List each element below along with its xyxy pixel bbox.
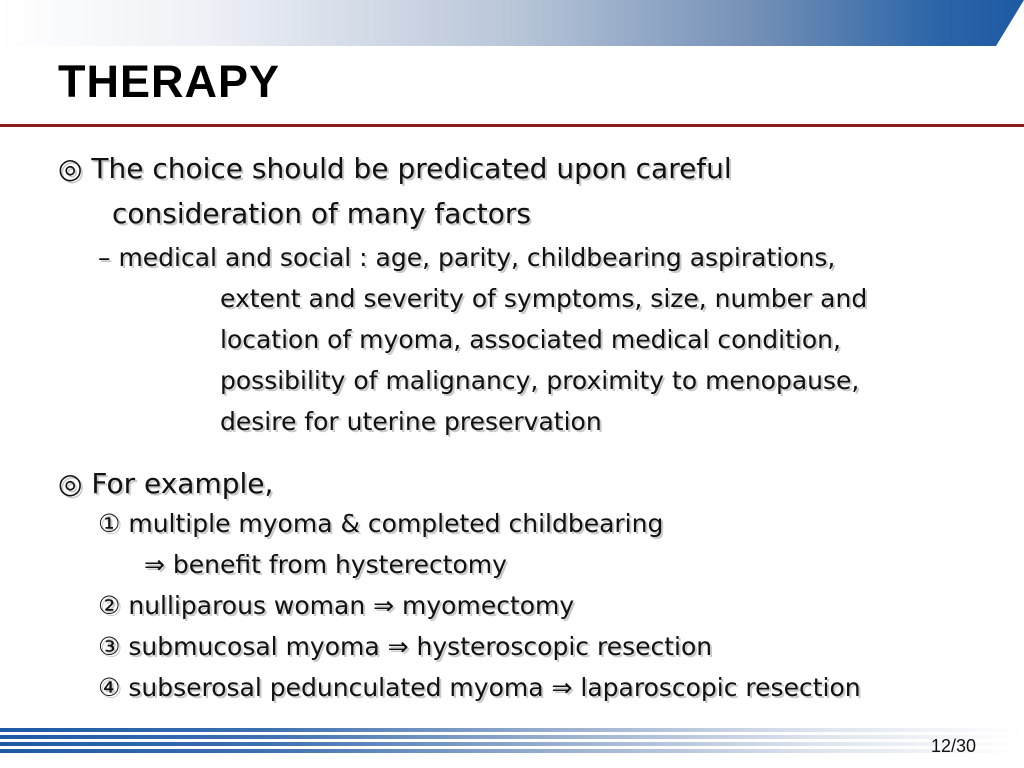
factors-line-1: – medical and social : age, parity, childbearing aspirations, — [98, 243, 836, 272]
banner-gradient — [0, 0, 1024, 46]
factors-line-4: possibility of malignancy, proximity to menopause, — [220, 366, 860, 395]
bullet-1-heading-line2: consideration of many factors — [112, 197, 532, 230]
example-item-2: ② nulliparous woman ⇒ myomectomy — [98, 591, 575, 620]
page-number: 12/30 — [930, 736, 976, 756]
footer-bar — [0, 742, 1024, 746]
footer-bar — [0, 749, 1024, 753]
example-item-4: ④ subserosal pedunculated myoma ⇒ laparoscopic resection — [98, 673, 861, 702]
double-circle-bullet-icon: ◎ — [58, 467, 83, 500]
bullet-1-heading-line1: The choice should be predicated upon careful — [91, 152, 732, 185]
top-banner — [0, 0, 1024, 46]
factors-line-3: location of myoma, associated medical condition, — [220, 325, 841, 354]
double-circle-bullet-icon: ◎ — [58, 152, 83, 185]
banner-corner-cut — [996, 0, 1024, 46]
example-item-1: ① multiple myoma & completed childbearing — [98, 509, 664, 538]
title-divider — [0, 124, 1024, 127]
bullet-1 — [58, 152, 732, 185]
bullet-2-heading: For example, — [91, 467, 274, 500]
footer-bar — [0, 735, 1024, 739]
factors-line-2: extent and severity of symptoms, size, number and — [220, 284, 868, 313]
example-item-3: ③ submucosal myoma ⇒ hysteroscopic resection — [98, 632, 713, 661]
footer-bar — [0, 728, 1024, 732]
bullet-2 — [58, 467, 273, 500]
footer-bars — [0, 728, 1024, 754]
factors-line-5: desire for uterine preservation — [220, 407, 602, 436]
slide-title: THERAPY — [58, 56, 281, 107]
example-item-1-result: ⇒ benefit from hysterectomy — [144, 550, 507, 579]
